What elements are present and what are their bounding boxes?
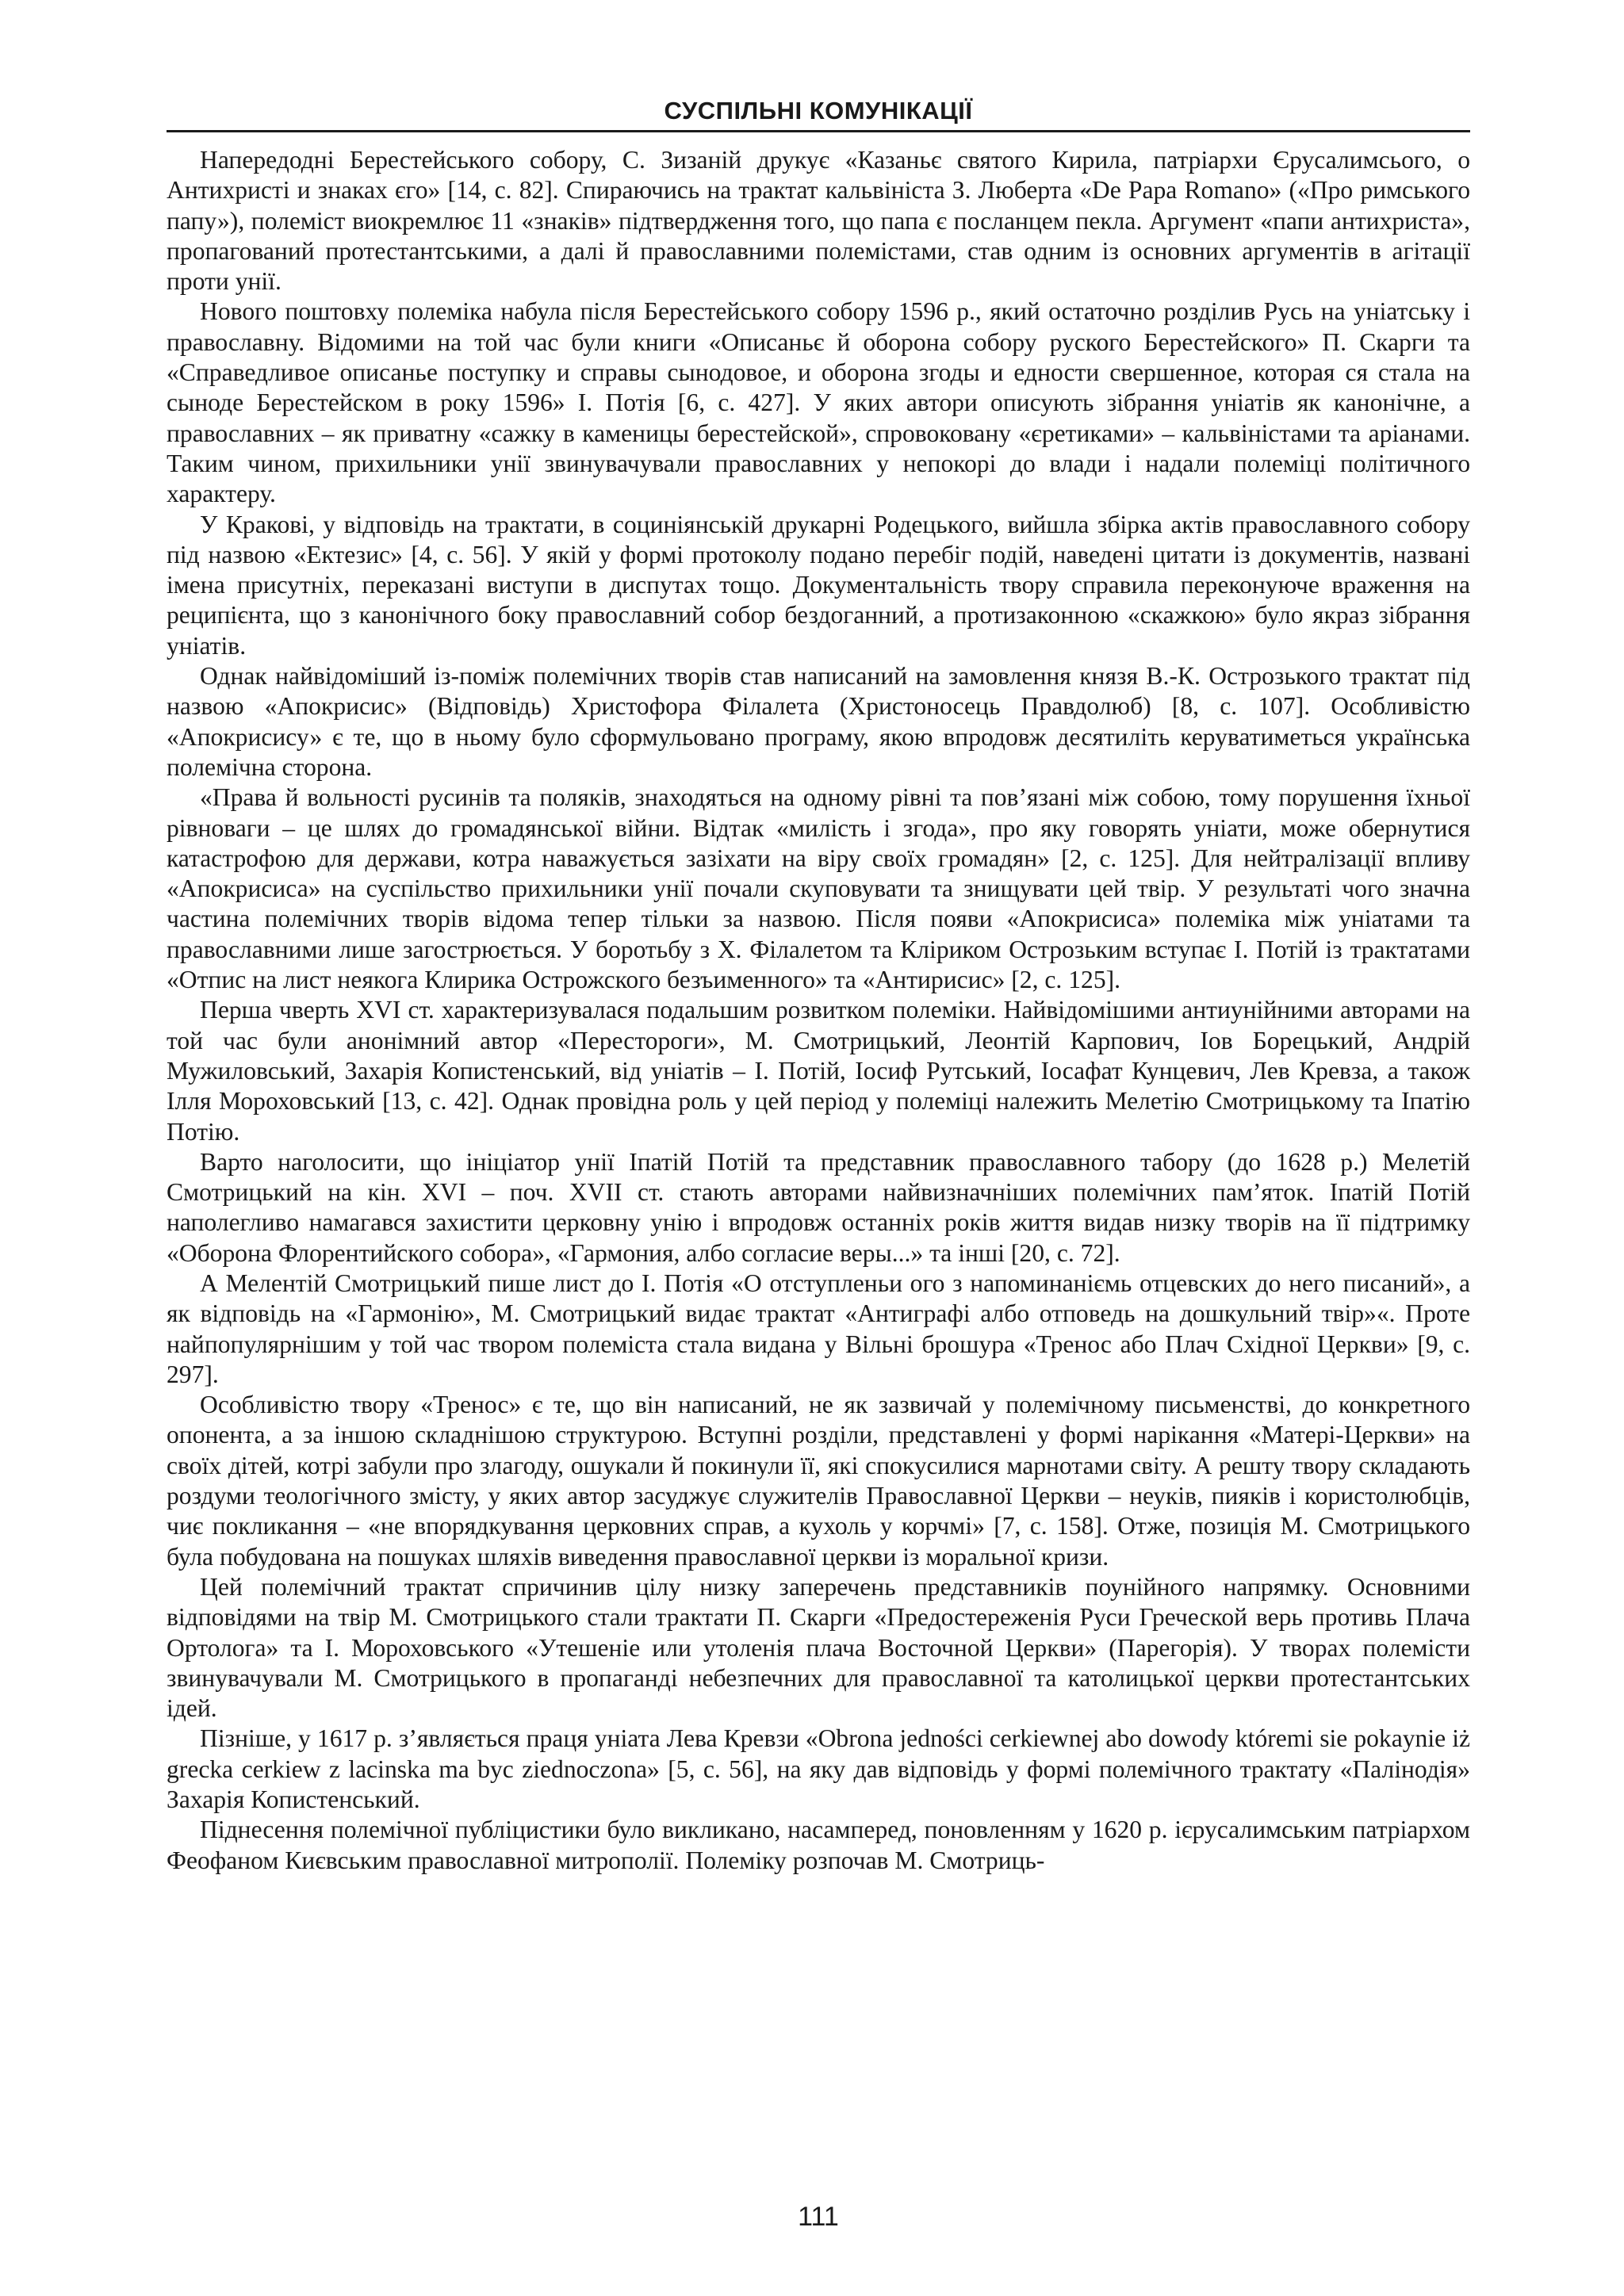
page (167, 94, 1470, 2234)
paragraph: Цей полемічний трактат спричинив цілу низку заперечень представників поунійного напрямку. Основними відповідями на твір М. Смотрицького стали трактати П. Скарги «Предостереженія Руси Греческой верь противь Плача Ортолога» та І. Мороховського «Утешеніе или утоленія плача Восточной Церкви» (Парегорія). У творах полемісти звинувачували М. Смотрицького в пропаганді небезпечних для православної та католицької церкви протестантських ідей. (167, 1572, 1470, 1723)
paragraph: Нового поштовху полеміка набула після Берестейського собору 1596 р., який остаточно розділив Русь на уніатську і православну. Відомими на той час були книги «Описаньє й оборона собору руского Берестейского» П. Скарги та «Справедливое описанье поступку и справы сынодовое, и оборона згоды и едности свершенное, которая ся стала на сыноде Берестейском в року 1596» І. Потія [6, с. 427]. У яких автори описують зібрання уніатів як канонічне, а православних – як приватну «сажку в каменицы берестейской», спровоковану «єретиками» – кальвіністами та аріанами. Таким чином, прихильники унії звинувачували православних у непокорі до влади і надали полеміці політичного характеру. (167, 297, 1470, 508)
paragraph: Перша чверть XVI ст. характеризувалася подальшим розвитком полеміки. Найвідомішими антиунійними авторами на той час були анонімний автор «Перестороги», М. Смотрицький, Леонтій Карпович, Іов Борецький, Андрій Мужиловський, Захарія Копистенський, від уніатів – І. Потій, Іосиф Рутський, Іосафат Кунцевич, Лев Кревза, а також Ілля Мороховський [13, с. 42]. Однак провідна роль у цей період у полеміці належить Мелетію Смотрицькому та Іпатію Потію. (167, 996, 1470, 1146)
paragraph: «Права й вольності русинів та поляків, знаходяться на одному рівні та пов’язані між собою, тому порушення їхньої рівноваги – це шлях до громадянської війни. Відтак «милість і згода», про яку говорять уніати, може обернутися катастрофою для держави, котра наважується зазіхати на віру своїх громадян» [2, с. 125]. Для нейтралізації впливу «Апокрисиса» на суспільство прихильники унії почали скуповувати та знищувати цей твір. У результаті чого значна частина полемічних творів відома тепер тільки за назвою. Після появи «Апокрисиса» полеміка між уніатами та православними лише загострюється. У боротьбу з Х. Філалетом та Кліриком Острозьким вступає І. Потій із трактатами «Отпис на лист неякога Клирика Острожского безъименного» та «Антирисис» [2, с. 125]. (167, 783, 1470, 994)
paragraph: Напередодні Берестейського собору, С. Зизаній друкує «Казаньє святого Кирила, патріархи Єрусалимсього, о Антихристі и знаках єго» [14, с. 82]. Спираючись на трактат кальвініста З. Люберта «De Papa Romano» («Про римського папу»), полеміст виокремлює 11 «знаків» підтвердження того, що папа є посланцем пекла. Аргумент «папи антихриста», пропагований протестантськими, а далі й православними полемістами, став одним із основних аргументів в агітації проти унії. (167, 146, 1470, 296)
paragraph: А Мелентій Смотрицький пише лист до І. Потія «О отступленьи ого з напоминаніємь отцевских до него писаний», а як відповідь на «Гармонію», М. Смотрицький видає трактат «Антиграфі албо отповедь на дошкульний твір»«. Проте найпопулярнішим у той час твором полеміста стала видана у Вільні брошура «Тренос або Плач Східної Церкви» [9, с. 297]. (167, 1269, 1470, 1388)
article-body (167, 145, 1470, 1876)
paragraph: У Кракові, у відповідь на трактати, в социніянській друкарні Родецького, вийшла збірка актів православного собору під назвою «Ектезис» [4, с. 56]. У якій у формі протоколу подано перебіг подій, наведені цитати із документів, названі імена присутніх, переказані виступи в диспутах тощо. Документальність твору справила переконуюче враження на реципієнта, що з канонічного боку православний собор бездоганний, а протизаконною «скажкою» було якраз зібрання уніатів. (167, 510, 1470, 660)
page-number: 111 (798, 2202, 839, 2232)
paragraph: Пізніше, у 1617 р. з’являється праця уніата Лева Кревзи «Obrona jedności cerkiewnej abo dowody którеmi sie pokaynie iż grecka cerkiew z lacinska ma byc ziednoczona» [5, с. 56], на яку дав відповідь у формі полемічного трактату «Палінодія» Захарія Копистенський. (167, 1724, 1470, 1814)
paragraph: Особливістю твору «Тренос» є те, що він написаний, не як зазвичай у полемічному письменстві, до конкретного опонента, а за іншою складнішою структурою. Вступні розділи, представлені у формі нарікання «Матері-Церкви» на своїх дітей, котрі забули про злагоду, ошукали й покинули її, які спокусилися марнотами світу. А решту твору складають роздуми теологічного змісту, у яких автор засуджує служителів Православної Церкви – неуків, пияків і користолюбців, чиє покликання – «не впорядкування церковних справ, а кухоль у корчмі» [7, с. 158]. Отже, позиція М. Смотрицького була побудована на пошуках шляхів виведення православної церкви із моральної кризи. (167, 1391, 1470, 1571)
paragraph: Піднесення полемічної публіцистики було викликано, насамперед, поновленням у 1620 р. ієрусалимським патріархом Феофаном Києвським православної митрополії. Полеміку розпочав М. Смотриць- (167, 1816, 1470, 1874)
running-header: СУСПІЛЬНІ КОМУНІКАЦІЇ (167, 94, 1470, 132)
paragraph: Варто наголосити, що ініціатор унії Іпатій Потій та представник православного табору (до 1628 р.) Мелетій Смотрицький на кін. XVI – поч. XVII ст. стають авторами найвизначніших полемічних пам’яток. Іпатій Потій наполегливо намагався захистити церковну унію і впродовж останніх років життя видав низку творів на її підтримку «Оборона Флорентийского собора», «Гармония, албо согласие веры...» та інші [20, с. 72]. (167, 1147, 1470, 1267)
paragraph: Однак найвідоміший із-поміж полемічних творів став написаний на замовлення князя В.-К. Острозького трактат під назвою «Апокрисис» (Відповідь) Христофора Філалета (Христоносець Правдолюб) [8, с. 107]. Особливістю «Апокрисису» є те, що в ньому було сформульовано програму, якою впродовж десятиліть керуватиметься українська полемічна сторона. (167, 662, 1470, 781)
